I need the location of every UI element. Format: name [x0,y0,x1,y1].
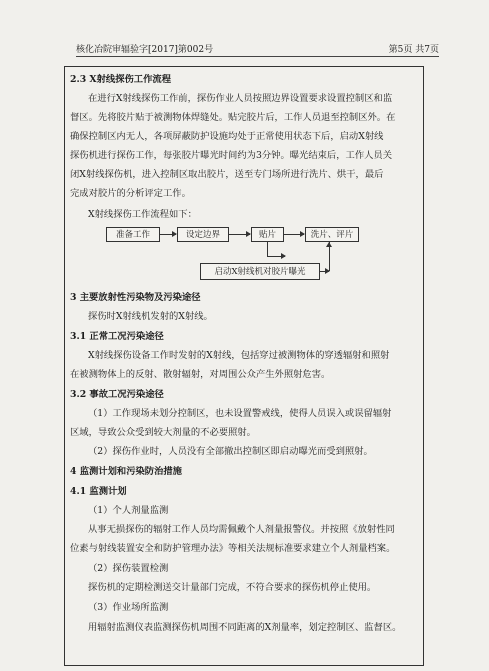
para-line: （1）工作现场未划分控制区，也未设置警戒线，使得人员误入或误留辐射 [88,408,392,419]
document-number: 核化冶院审辐验字[2017]第002号 [76,45,214,55]
flow-step-set-boundary: 设定边界 [177,227,229,242]
para-line: （2）探伤装置检测 [88,563,169,574]
para-line: 完成对胶片的分析评定工作。 [70,188,191,199]
para-line: 在进行X射线探伤工作前，探伤作业人员按照边界设置要求设置控制区和监 [88,93,393,104]
page-number: 第5页 共7页 [388,45,439,55]
flow-arrow [284,234,304,235]
flow-connector [320,271,329,272]
para-line: 探伤机进行探伤工作，每张胶片曝光时间约为3分钟。曝光结束后，工作人员关 [70,150,393,161]
section-3-2-title: 3.2 事故工况污染途径 [70,389,164,400]
para-line: 探伤机的定期检测送交计量部门完成，不符合要求的探伤机停止使用。 [88,582,377,593]
flow-intro: X射线探伤工作流程如下： [88,209,197,220]
section-3-title: 3 主要放射性污染物及污染途径 [70,292,201,303]
para-line: X射线探伤设备工作时发射的X射线，包括穿过被测物体的穿透辐射和照射 [88,350,390,361]
page-header [76,42,439,57]
para-line: （2）探伤作业时，人员没有全部撤出控制区即启动曝光而受到照射。 [88,446,373,457]
para-line: （1）个人剂量监测 [88,505,169,516]
section-4-1-title: 4.1 监测计划 [70,486,127,497]
para-line: 确保控制区内无人，各项屏蔽防护设施均处于正常使用状态下后，启动X射线 [70,131,384,142]
flow-step-exposure: 启动X射线机对胶片曝光 [200,263,320,280]
para-line: 从事无损探伤的辐射工作人员均需佩戴个人剂量报警仪。并按照《放射性同 [88,524,395,535]
section-3-1-title: 3.1 正常工况污染途径 [70,331,164,342]
flow-step-prepare: 准备工作 [106,227,160,242]
para-line: 督区。先将胶片贴于被测物体焊缝处。贴完胶片后，工作人员退至控制区外。在 [70,112,396,123]
para-line: 区域，导致公众受到较大剂量的不必要照射。 [70,427,256,438]
flow-step-develop-evaluate: 洗片、评片 [305,227,359,242]
section-4-title: 4 监测计划和污染防治措施 [70,466,182,477]
flow-arrow [160,234,176,235]
para-line: 在被测物体上的反射、散射辐射，对周围公众产生外照射危害。 [70,369,331,380]
flow-step-attach-film: 贴片 [251,227,284,242]
para-line: 用辐射监测仪表监测探伤机周围不同距离的X剂量率，划定控制区、监督区。 [88,622,402,633]
section-3-text: 探伤时X射线机发射的X射线。 [88,311,213,322]
flow-arrow [229,234,250,235]
flow-arrow-head [326,242,332,247]
flow-connector [267,242,268,256]
flow-arrow [267,256,285,257]
section-2-3-title: 2.3 X射线探伤工作流程 [70,74,171,85]
para-line: 位素与射线装置安全和防护管理办法》等相关法规标准要求建立个人剂量档案。 [70,543,396,554]
para-line: （3）作业场所监测 [88,602,169,613]
para-line: 闭X射线探伤机，进入控制区取出胶片，送至专门场所进行洗片、烘干，最后 [70,169,384,180]
